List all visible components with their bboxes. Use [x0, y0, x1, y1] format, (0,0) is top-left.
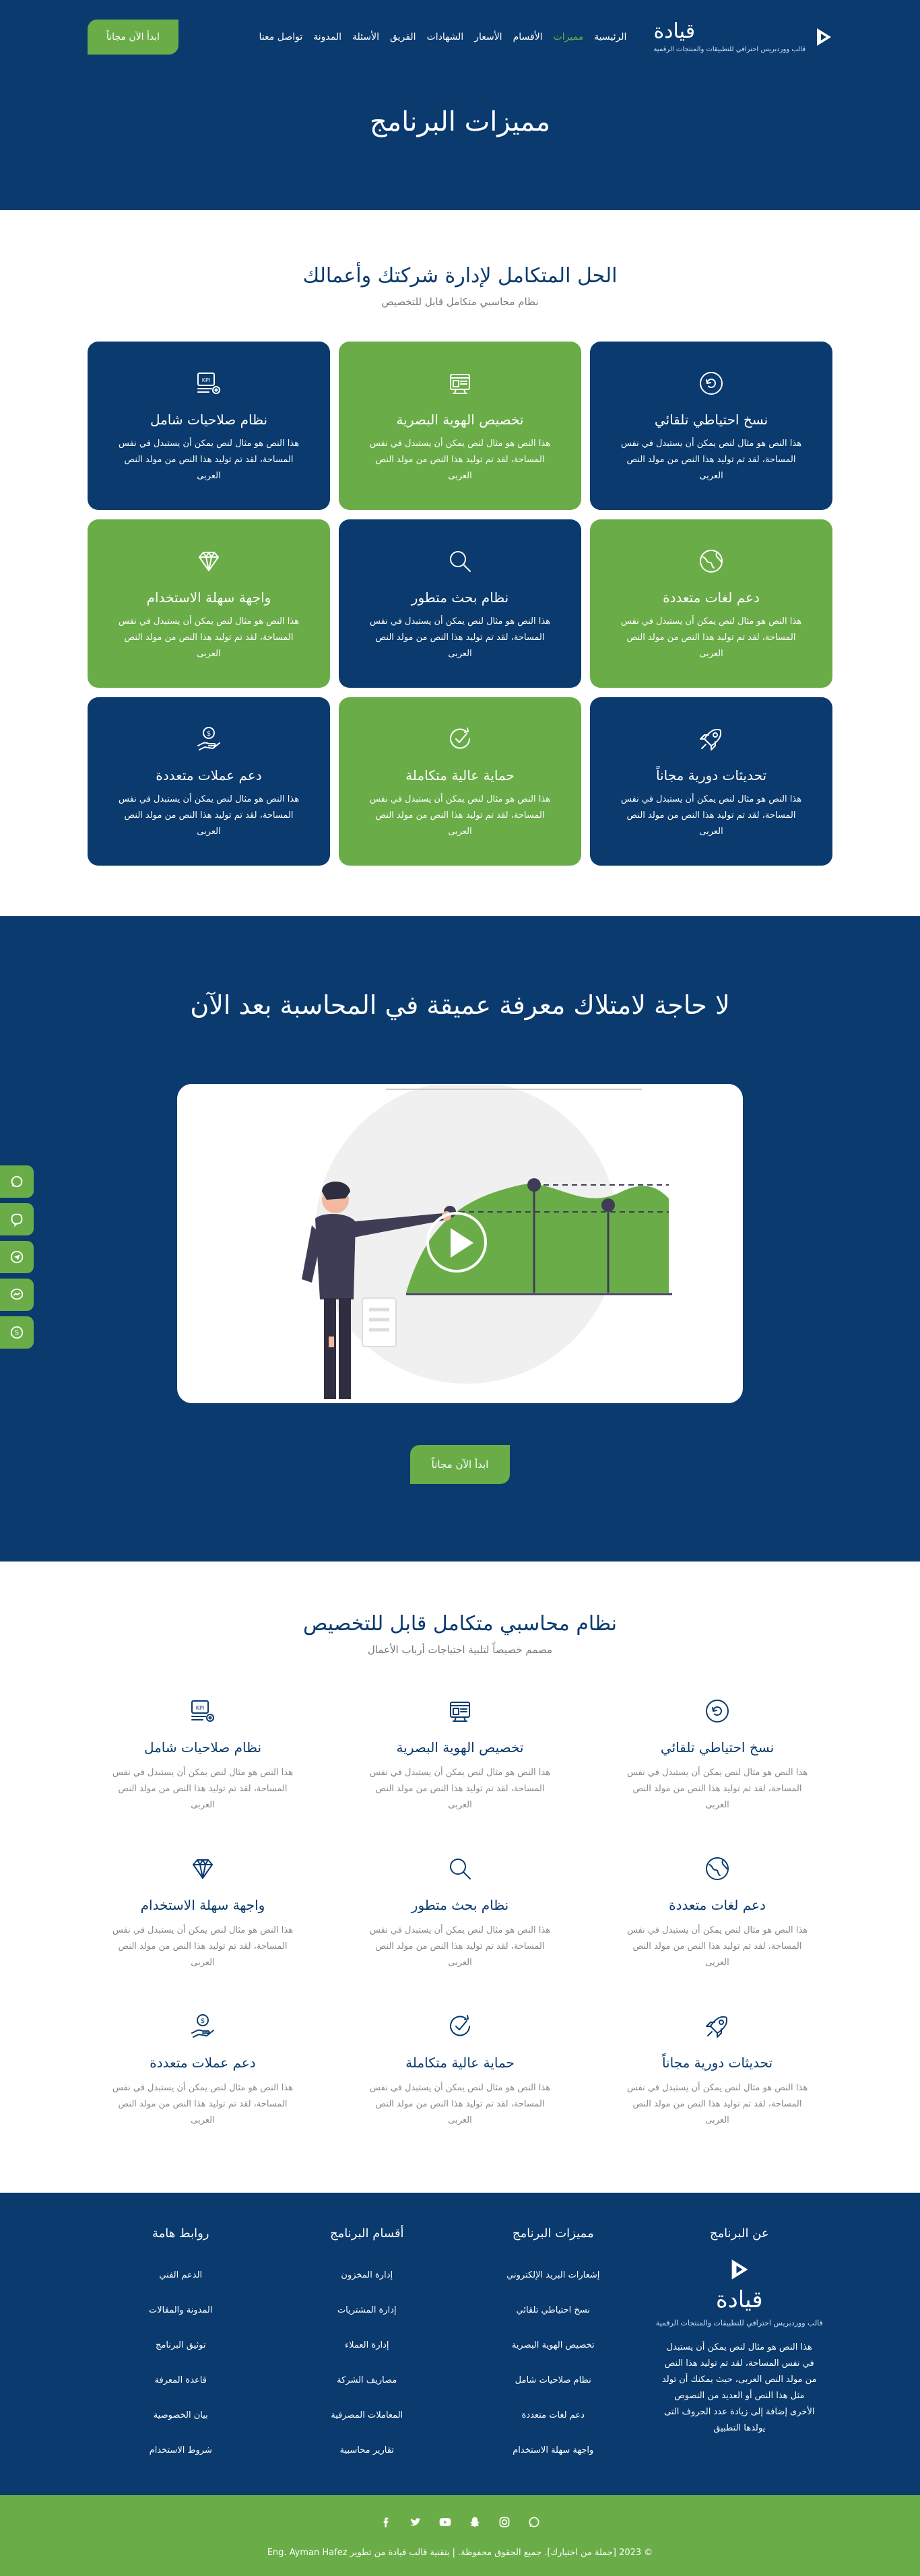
feature-card	[590, 697, 832, 866]
feature-item-text: هذا النص هو مثال لنص يمكن أن يستبدل في نفس المساحة، لقد تم توليد هذا النص من مولد النص العربى	[626, 1768, 808, 1810]
feature-item-text: هذا النص هو مثال لنص يمكن أن يستبدل في نفس المساحة، لقد تم توليد هذا النص من مولد النص العربى	[369, 1768, 551, 1810]
svg-text:KPI: KPI	[201, 377, 211, 383]
svg-text:S: S	[14, 1329, 20, 1337]
footer-brand-name: قيادة	[715, 2286, 763, 2313]
footer-about-text: هذا النص هو مثال لنص يمكن أن يستبدل في نفس المساحة، لقد تم توليد هذا النص من مولد النص العربى، حيث يمكنك أن تولد مثل هذا النص أو العديد من النصوص الأخرى إضافة إلى زيادة عدد الحروف التى يولدها التطبيق	[661, 2342, 817, 2433]
feature-item-text: هذا النص هو مثال لنص يمكن أن يستبدل في نفس المساحة، لقد تم توليد هذا النص من مولد النص العربى	[369, 2083, 551, 2125]
whatsapp-icon[interactable]	[526, 2514, 542, 2530]
footer-column-heading: أقسام البرنامج	[329, 2226, 404, 2241]
feature-card-title: واجهة سهلة الاستخدام	[146, 589, 271, 606]
page-title: مميزات البرنامج	[369, 106, 551, 137]
feature-card	[339, 697, 581, 866]
play-icon[interactable]	[426, 1212, 487, 1273]
footer-column	[460, 2226, 647, 2468]
rocket-icon	[702, 2011, 732, 2041]
copyright: © 2023 [جملة من اختيارك]. جميع الحقوق محفوظة. | بتقنية قالب قيادة من تطوير Eng. Ayman Hafez	[267, 2547, 653, 2558]
feature-card	[88, 697, 330, 866]
nav-item-1[interactable]: مميزات	[553, 32, 584, 42]
feature-cards-grid	[88, 342, 832, 866]
social-links	[378, 2514, 542, 2530]
nav-item-6[interactable]: الأسئلة	[352, 32, 379, 42]
feature-item-title: نظام بحث متطور	[411, 1897, 509, 1913]
shield-clock-icon	[445, 724, 475, 754]
permissions-icon	[188, 1696, 218, 1726]
share-viber-icon[interactable]	[0, 1203, 34, 1235]
brand[interactable]	[653, 19, 832, 53]
feature-item	[602, 1854, 832, 1971]
feature-item	[602, 1696, 832, 1813]
video-title: لا حاجة لامتلاك معرفة عميقة في المحاسبة بعد الآن	[190, 990, 730, 1020]
feature-card-text: هذا النص هو مثال لنص يمكن أن يستبدل في نفس المساحة، لقد تم توليد هذا النص من مولد النص العربى	[620, 439, 802, 481]
feature-item-title: نظام صلاحيات شامل	[143, 1739, 262, 1756]
feature-item-title: حماية عالية متكاملة	[405, 2055, 515, 2071]
logo-icon	[815, 27, 832, 47]
search-icon	[445, 1854, 475, 1883]
feature-item	[345, 1696, 575, 1813]
diamond-icon	[188, 1854, 218, 1883]
hero-header	[0, 0, 920, 210]
coin-hand-icon	[188, 2011, 218, 2041]
footer-link[interactable]: المدونة والمقالات	[149, 2305, 213, 2315]
feature-item-title: تخصيص الهوية البصرية	[396, 1739, 524, 1756]
share-messenger-icon[interactable]	[0, 1279, 34, 1311]
feature-item-text: هذا النص هو مثال لنص يمكن أن يستبدل في نفس المساحة، لقد تم توليد هذا النص من مولد النص العربى	[112, 2083, 294, 2125]
feature-item	[88, 1696, 318, 1813]
feature-item-title: دعم عملات متعددة	[150, 2055, 256, 2071]
footer-link[interactable]: تقارير محاسبية	[339, 2445, 394, 2455]
feature-card-title: تخصيص الهوية البصرية	[396, 412, 524, 428]
twitter-icon[interactable]	[407, 2514, 424, 2530]
refresh-icon	[696, 368, 726, 398]
footer-brand-tagline: قالب ووردبريس احترافي للتطبيقات والمنتجات الرقمية	[655, 2319, 823, 2327]
footer-link[interactable]: الدعم الفني	[159, 2270, 203, 2280]
footer-link[interactable]: إشعارات البريد الإلكتروني	[506, 2270, 600, 2280]
footer-link[interactable]: توثيق البرنامج	[156, 2340, 206, 2350]
feature-card-title: دعم لغات متعددة	[663, 589, 760, 606]
footer-link[interactable]: إدارة العملاء	[345, 2340, 389, 2350]
video-player[interactable]	[177, 1084, 743, 1403]
feature-card-text: هذا النص هو مثال لنص يمكن أن يستبدل في نفس المساحة، لقد تم توليد هذا النص من مولد النص العربى	[620, 794, 802, 837]
solution-title: الحل المتكامل لإدارة شركتك وأعمالك	[302, 264, 618, 288]
feature-item-title: واجهة سهلة الاستخدام	[140, 1897, 265, 1913]
feature-card-title: حماية عالية متكاملة	[405, 767, 515, 783]
footer-link[interactable]: بيان الخصوصية	[153, 2410, 208, 2420]
footer	[0, 2193, 920, 2576]
share-telegram-icon[interactable]	[0, 1241, 34, 1273]
youtube-icon[interactable]	[437, 2514, 453, 2530]
feature-card-title: نسخ احتياطي تلقائي	[654, 412, 768, 428]
feature-card-text: هذا النص هو مثال لنص يمكن أن يستبدل في نفس المساحة، لقد تم توليد هذا النص من مولد النص العربى	[118, 439, 300, 481]
coin-hand-icon	[194, 724, 224, 754]
customizable-title: نظام محاسبي متكامل قابل للتخصيص	[302, 1612, 618, 1636]
globe-icon	[702, 1854, 732, 1883]
feature-item	[345, 2011, 575, 2129]
footer-link[interactable]: مصاريف الشركة	[337, 2375, 397, 2385]
feature-item-title: تحديثات دورية مجاناً	[661, 2055, 773, 2071]
video-section	[0, 916, 920, 1561]
feature-card-title: نظام بحث متطور	[411, 589, 509, 606]
feature-item	[345, 1854, 575, 1971]
feature-card-text: هذا النص هو مثال لنص يمكن أن يستبدل في نفس المساحة، لقد تم توليد هذا النص من مولد النص العربى	[369, 794, 551, 837]
footer-column-heading: مميزات البرنامج	[512, 2226, 594, 2241]
footer-link[interactable]: دعم لغات متعددة	[521, 2410, 585, 2420]
feature-card-text: هذا النص هو مثال لنص يمكن أن يستبدل في نفس المساحة، لقد تم توليد هذا النص من مولد النص العربى	[118, 616, 300, 659]
footer-column	[88, 2226, 274, 2468]
feature-card-title: تحديثات دورية مجاناً	[655, 767, 767, 783]
share-whatsapp-icon[interactable]	[0, 1165, 34, 1198]
footer-about	[647, 2226, 833, 2468]
feature-item-title: نسخ احتياطي تلقائي	[660, 1739, 775, 1756]
footer-link[interactable]: نسخ احتياطي تلقائي	[516, 2305, 590, 2315]
feature-card-text: هذا النص هو مثال لنص يمكن أن يستبدل في نفس المساحة، لقد تم توليد هذا النص من مولد النص العربى	[620, 616, 802, 659]
footer-link[interactable]: واجهة سهلة الاستخدام	[513, 2445, 594, 2455]
refresh-icon	[702, 1696, 732, 1726]
footer-link[interactable]: شروط الاستخدام	[149, 2445, 212, 2455]
feature-card	[339, 342, 581, 510]
feature-card	[88, 519, 330, 688]
footer-about-heading: عن البرنامج	[709, 2226, 769, 2241]
nav-item-5[interactable]: الفريق	[389, 32, 416, 42]
globe-icon	[696, 546, 726, 576]
feature-item-text: هذا النص هو مثال لنص يمكن أن يستبدل في نفس المساحة، لقد تم توليد هذا النص من مولد النص العربى	[112, 1925, 294, 1968]
brand-tagline: قالب ووردبريس احترافي للتطبيقات والمنتجات الرقمية	[653, 45, 806, 53]
feature-item	[88, 2011, 318, 2129]
svg-text:$: $	[206, 730, 211, 738]
feature-card	[590, 342, 832, 510]
feature-item-text: هذا النص هو مثال لنص يمكن أن يستبدل في نفس المساحة، لقد تم توليد هذا النص من مولد النص العربى	[626, 2083, 808, 2125]
rocket-icon	[696, 724, 726, 754]
footer-link[interactable]: إدارة المشتريات	[337, 2305, 397, 2315]
main-menu	[178, 32, 626, 42]
footer-link[interactable]: المعاملات المصرفية	[331, 2410, 403, 2420]
feature-item-text: هذا النص هو مثال لنص يمكن أن يستبدل في نفس المساحة، لقد تم توليد هذا النص من مولد النص العربى	[369, 1925, 551, 1968]
customizable-subtitle: مصمم خصيصاً لتلبية احتياجات أرباب الأعمال	[367, 1644, 553, 1656]
svg-text:KPI: KPI	[195, 1705, 205, 1711]
solution-section	[0, 210, 920, 916]
instagram-icon[interactable]	[496, 2514, 513, 2530]
features-grid	[88, 1696, 832, 2129]
feature-item-text: هذا النص هو مثال لنص يمكن أن يستبدل في نفس المساحة، لقد تم توليد هذا النص من مولد النص العربى	[626, 1925, 808, 1968]
nav-item-4[interactable]: الشهادات	[426, 32, 464, 42]
footer-link[interactable]: قاعدة المعرفة	[154, 2375, 207, 2385]
feature-card-text: هذا النص هو مثال لنص يمكن أن يستبدل في نفس المساحة، لقد تم توليد هذا النص من مولد النص العربى	[369, 439, 551, 481]
ui-design-icon	[445, 1696, 475, 1726]
feature-card	[590, 519, 832, 688]
feature-card-text: هذا النص هو مثال لنص يمكن أن يستبدل في نفس المساحة، لقد تم توليد هذا النص من مولد النص العربى	[369, 616, 551, 659]
footer-column	[274, 2226, 461, 2468]
nav-item-0[interactable]: الرئيسية	[594, 32, 627, 42]
svg-text:$: $	[200, 2018, 205, 2025]
feature-item	[602, 2011, 832, 2129]
nav-item-8[interactable]: تواصل معنا	[259, 32, 303, 42]
feature-card-title: دعم عملات متعددة	[156, 767, 262, 783]
feature-card	[88, 342, 330, 510]
footer-link[interactable]: إدارة المخزون	[341, 2270, 393, 2280]
snapchat-icon[interactable]	[467, 2514, 483, 2530]
footer-link[interactable]: نظام صلاحيات شامل	[515, 2375, 591, 2385]
permissions-icon	[194, 368, 224, 398]
top-nav	[88, 0, 832, 74]
nav-item-3[interactable]: الأسعار	[474, 32, 502, 42]
logo-icon	[729, 2258, 750, 2281]
solution-subtitle: نظام محاسبي متكامل قابل للتخصيص	[381, 296, 539, 308]
footer-link[interactable]: تخصيص الهوية البصرية	[511, 2340, 595, 2350]
ui-design-icon	[445, 368, 475, 398]
search-icon	[445, 546, 475, 576]
feature-item-title: دعم لغات متعددة	[669, 1897, 766, 1913]
start-free-button[interactable]: ابدأ الآن مجاناً	[88, 20, 178, 55]
feature-card-text: هذا النص هو مثال لنص يمكن أن يستبدل في نفس المساحة، لقد تم توليد هذا النص من مولد النص العربى	[118, 794, 300, 837]
shield-clock-icon	[445, 2011, 475, 2041]
feature-card	[339, 519, 581, 688]
nav-item-2[interactable]: الأقسام	[513, 32, 543, 42]
nav-item-7[interactable]: المدونة	[313, 32, 341, 42]
feature-item-text: هذا النص هو مثال لنص يمكن أن يستبدل في نفس المساحة، لقد تم توليد هذا النص من مولد النص العربى	[112, 1768, 294, 1810]
share-bar	[0, 1165, 34, 1349]
facebook-icon[interactable]	[378, 2514, 394, 2530]
customizable-section	[0, 1561, 920, 2193]
footer-column-heading: روابط هامة	[152, 2226, 209, 2241]
feature-item	[88, 1854, 318, 1971]
share-skype-icon[interactable]	[0, 1316, 34, 1349]
footer-bottom-bar	[0, 2495, 920, 2576]
brand-name: قيادة	[653, 19, 696, 43]
diamond-icon	[194, 546, 224, 576]
start-free-button-video[interactable]: ابدأ الآن مجاناً	[410, 1445, 510, 1484]
feature-card-title: نظام صلاحيات شامل	[150, 412, 268, 428]
